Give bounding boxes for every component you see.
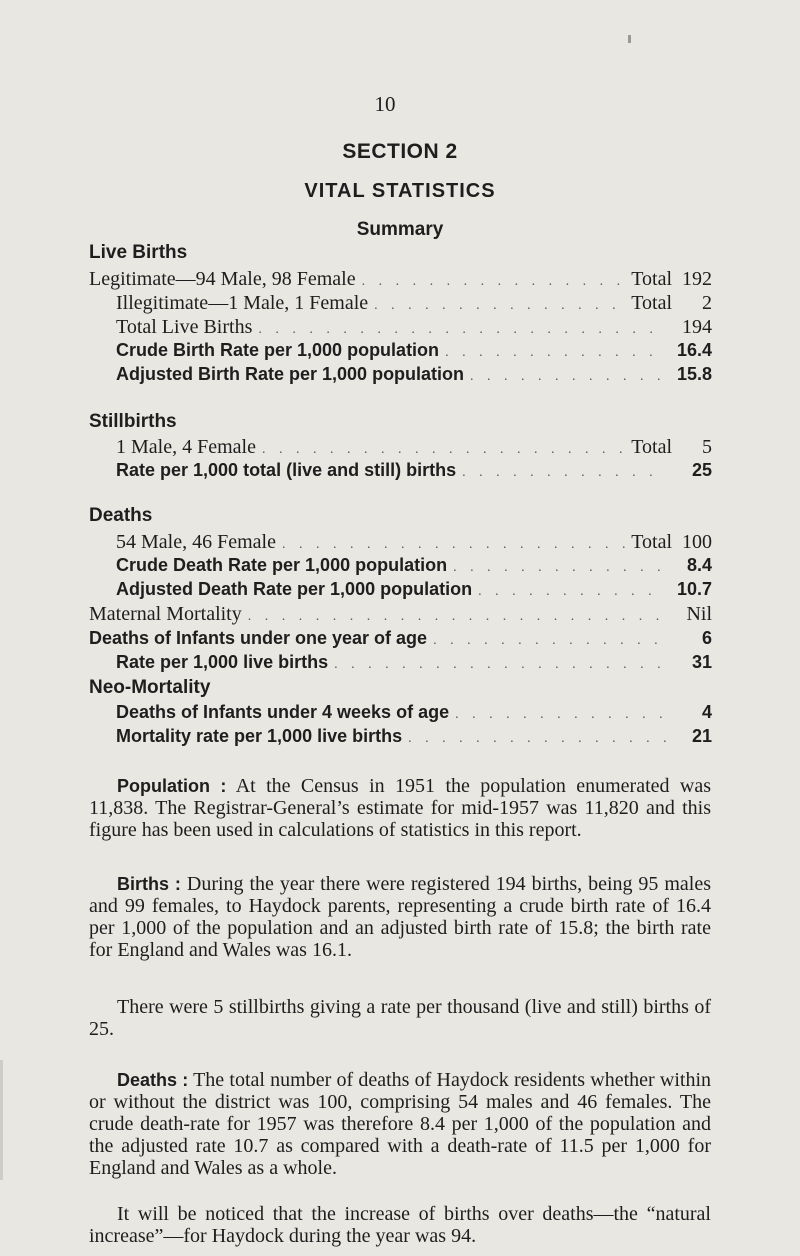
stat-label: Total Live Births <box>116 316 253 338</box>
stat-label: Crude Death Rate per 1,000 population <box>116 555 448 575</box>
paragraph-text: It will be noticed that the increase of births over deaths—the “natural increase”—for Haydock during the year was 94. <box>89 1203 711 1247</box>
scan-mark <box>628 35 631 43</box>
stat-row <box>116 652 712 676</box>
paragraph-text: During the year there were registered 194 births, being 95 males and 99 females, to Haydock parents, representing a crude birth rate of 16.4 per 1,000 of the population and an adjusted birth rate of 15.8; the birth rate for England and Wales was 16.1. <box>89 873 712 961</box>
stat-row <box>116 460 712 484</box>
stat-row <box>89 603 712 627</box>
stillbirths-heading: Stillbirths <box>89 411 177 432</box>
stat-row <box>116 531 712 555</box>
stat-value: 15.8 <box>676 364 712 384</box>
stat-label: Illegitimate—1 Male, 1 Female <box>116 292 369 314</box>
paragraph-lead: Deaths : <box>117 1070 189 1090</box>
population-paragraph <box>89 775 711 841</box>
paragraph-text: At the Census in 1951 the population enumerated was 11,838. The Registrar-General’s estimate for mid-1957 was 11,820 and this figure has been used in calculations of statistics in this report. <box>89 775 712 841</box>
deaths-paragraph <box>89 1069 711 1179</box>
leader-dots <box>408 731 666 747</box>
stillbirths-paragraph <box>89 996 711 1040</box>
scan-edge-shadow <box>0 1060 3 1180</box>
paragraph-lead: Population : <box>117 776 227 796</box>
leader-dots <box>334 657 666 673</box>
stat-value: 6 <box>701 628 712 648</box>
stat-row <box>116 702 712 726</box>
stat-label: Legitimate—94 Male, 98 Female <box>89 268 356 290</box>
stat-row <box>116 579 712 603</box>
stat-value: 192 <box>682 268 712 290</box>
section-title: SECTION 2 <box>342 140 458 163</box>
stat-value: 16.4 <box>676 340 712 360</box>
stat-value: 2 <box>702 292 712 314</box>
deaths-heading: Deaths <box>89 505 153 526</box>
leader-dots <box>262 442 625 458</box>
stat-total-label: Total <box>631 436 672 458</box>
stat-total-label: Total <box>631 268 672 290</box>
stat-value: 21 <box>691 726 712 746</box>
stat-total-label: Total <box>631 531 672 553</box>
leader-dots <box>433 633 666 649</box>
leader-dots <box>455 707 666 723</box>
stat-label: Deaths of Infants under one year of age <box>89 628 428 648</box>
births-paragraph <box>89 873 711 961</box>
stat-row <box>89 268 712 292</box>
stat-value: 194 <box>682 316 712 338</box>
paragraph-lead: Births : <box>117 874 181 894</box>
stat-label: Adjusted Death Rate per 1,000 population <box>116 579 473 599</box>
stat-value: 10.7 <box>676 579 712 599</box>
leader-dots <box>462 465 666 481</box>
leader-dots <box>282 537 625 553</box>
stat-label: 1 Male, 4 Female <box>116 436 256 458</box>
stat-row <box>116 316 712 340</box>
leader-dots <box>374 298 625 314</box>
stat-label: Maternal Mortality <box>89 603 242 625</box>
page-number: 10 <box>374 92 396 116</box>
leader-dots <box>453 560 666 576</box>
leader-dots <box>478 584 666 600</box>
stat-value: 100 <box>682 531 712 553</box>
stat-label: 54 Male, 46 Female <box>116 531 276 553</box>
live-births-heading: Live Births <box>89 242 188 263</box>
leader-dots <box>362 274 626 290</box>
stat-value: Nil <box>686 603 712 625</box>
stat-row <box>89 628 712 652</box>
neo-mortality-heading: Neo-Mortality <box>89 677 211 698</box>
stat-row <box>116 436 712 460</box>
stat-value: 5 <box>702 436 712 458</box>
stat-value: 25 <box>691 460 712 480</box>
stat-label: Rate per 1,000 live births <box>116 652 329 672</box>
stat-row <box>116 292 712 316</box>
leader-dots <box>470 369 666 385</box>
stat-value: 31 <box>691 652 712 672</box>
stat-row <box>116 555 712 579</box>
summary-title: Summary <box>356 219 444 240</box>
stat-label: Deaths of Infants under 4 weeks of age <box>116 702 450 722</box>
stat-label: Crude Birth Rate per 1,000 population <box>116 340 440 360</box>
leader-dots <box>445 345 666 361</box>
stat-value: 8.4 <box>686 555 712 575</box>
stat-label: Rate per 1,000 total (live and still) births <box>116 460 457 480</box>
stat-row <box>116 726 712 750</box>
stat-row <box>116 340 712 364</box>
main-title: VITAL STATISTICS <box>304 180 496 202</box>
stat-row <box>116 364 712 388</box>
stat-total-label: Total <box>631 292 672 314</box>
stat-label: Mortality rate per 1,000 live births <box>116 726 403 746</box>
leader-dots <box>248 609 666 625</box>
paragraph-text: The total number of deaths of Haydock residents whether within or without the district was 100, comprising 54 males and 46 females. The crude death-rate for 1957 was therefore 8.4 per 1,000 of the population and the adjusted rate 10.7 as compared with a death-rate of 11.5 per 1,000 for England and Wales as a whole. <box>89 1069 712 1179</box>
natural-increase-paragraph <box>89 1203 711 1247</box>
leader-dots <box>258 322 666 338</box>
paragraph-text: There were 5 stillbirths giving a rate per thousand (live and still) births of 25. <box>89 996 711 1040</box>
stat-label: Adjusted Birth Rate per 1,000 population <box>116 364 465 384</box>
stat-value: 4 <box>701 702 712 722</box>
